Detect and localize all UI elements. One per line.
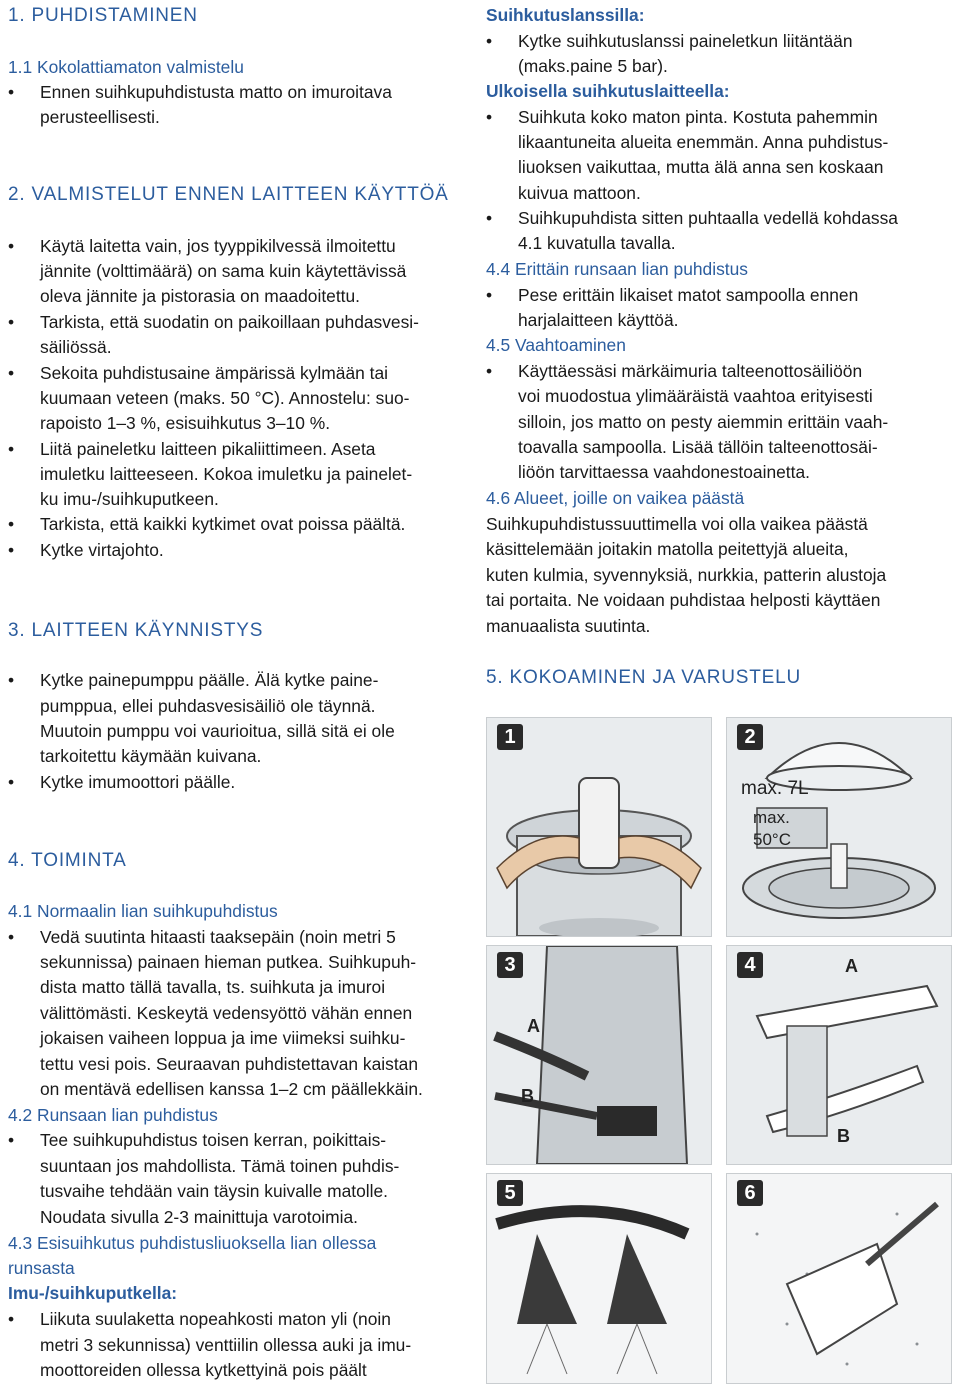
heading-ulkoisella: Ulkoisella suihkutuslaitteella: — [486, 81, 730, 101]
subsection-title-4-2: 4.2 Runsaan lian puhdistus — [8, 1105, 218, 1125]
text-line: Kytke imumoottori päälle. — [40, 772, 236, 792]
text-line: Ennen suihkupuhdistusta matto on imuroitava — [40, 82, 392, 102]
text-line: Suihkupuhdistussuuttimella voi olla vaikea päästä — [486, 514, 868, 534]
text-line: on mentävä edellisen kanssa 1–2 cm päällekkäin. — [40, 1079, 423, 1099]
text-line: toavalla sampoolla. Lisää tällöin talteenottosäi- — [518, 437, 878, 457]
figure-1 — [486, 717, 712, 937]
text-line: Liikuta suulaketta nopeahkosti maton yli (noin — [40, 1309, 391, 1329]
figure-2 — [726, 717, 952, 937]
text-line: Kytke painepumppu päälle. Älä kytke paine- — [40, 670, 379, 690]
connector-label-a: A — [527, 1016, 540, 1036]
text-line: säiliössä. — [40, 337, 112, 357]
figure-4 — [726, 945, 952, 1165]
figure-6 — [726, 1173, 952, 1384]
text-line: (maks.paine 5 bar). — [518, 56, 668, 76]
figure-number-badge: 2 — [737, 724, 763, 750]
text-line: oleva jännite ja pistorasia on maadoitettu. — [40, 286, 360, 306]
figure-number-badge: 1 — [497, 724, 523, 750]
text-line: moottoreiden ollessa kytkettyinä pois päält — [40, 1360, 367, 1380]
figure-5 — [486, 1173, 712, 1384]
text-line: liuoksen vaikuttaa, mutta älä anna sen koskaan — [518, 157, 884, 177]
section-title-cleaning: 1. PUHDISTAMINEN — [8, 5, 198, 26]
max-temp-value: 50°C — [753, 830, 791, 849]
section-title-operation: 4. TOIMINTA — [8, 850, 127, 871]
text-line: Kytke suihkutuslanssi paineletkun liitäntään — [518, 31, 853, 51]
text-line: rapoisto 1–3 %, esisuihkutus 3–10 %. — [40, 413, 331, 433]
text-line: tettu vesi pois. Seuraavan puhdistettavan kaistan — [40, 1054, 419, 1074]
text-line: Noudata sivulla 2-3 mainittuja varotoimia. — [40, 1207, 359, 1227]
heading-suihkutuslanssilla: Suihkutuslanssilla: — [486, 5, 645, 25]
text-line: Vedä suutinta hitaasti taaksepäin (noin metri 5 — [40, 927, 396, 947]
max-volume-label: max. 7L — [741, 778, 809, 799]
subsection-title-4-5: 4.5 Vaahtoaminen — [486, 335, 626, 355]
figure-3 — [486, 945, 712, 1165]
text-line: 4.1 kuvatulla tavalla. — [518, 233, 676, 253]
subsection-title-4-3: 4.3 Esisuihkutus puhdistusliuoksella lian ollessa — [8, 1233, 377, 1253]
text-line: tusvaihe tehdään vain täysin kuivalle matolle. — [40, 1181, 389, 1201]
text-line: imuletku laitteeseen. Kokoa imuletku ja painelet- — [40, 464, 413, 484]
text-line: Käytä laitetta vain, jos tyyppikilvessä ilmoitettu — [40, 236, 396, 256]
text-line: perusteellisesti. — [40, 107, 160, 127]
section-title-preparation: 2. VALMISTELUT ENNEN LAITTEEN KÄYTTÖÄ — [8, 184, 449, 205]
text-line: käsittelemään joitakin matolla peitettyjä alueita, — [486, 539, 849, 559]
text-line: Pese erittäin likaiset matot sampoolla ennen — [518, 285, 859, 305]
figure-1-illustration — [487, 718, 711, 936]
text-line: Sekoita puhdistusaine ämpärissä kylmään tai — [40, 363, 388, 383]
max-temp-label: max. — [753, 808, 790, 827]
subsection-title-4-3-cont: runsasta — [8, 1258, 75, 1278]
text-line: kuten kulmia, syvennyksiä, nurkkia, patterin alustoja — [486, 565, 887, 585]
text-line: tai portaita. Ne voidaan puhdistaa helposti käyttäen — [486, 590, 881, 610]
connector-label-b: B — [837, 1126, 850, 1146]
text-line: kuumaan veteen (maks. 50 °C). Annostelu: suo- — [40, 388, 410, 408]
text-line: liöön tarvittaessa vaahdonestoainetta. — [518, 462, 810, 482]
text-line: tarkoitettu käymään kuivana. — [40, 746, 262, 766]
subsection-title-4-1: 4.1 Normaalin lian suihkupuhdistus — [8, 901, 278, 921]
text-line: välittömästi. Keskeytä vedensyöttö vähän ennen — [40, 1003, 413, 1023]
section-title-assembly: 5. KOKOAMINEN JA VARUSTELU — [486, 667, 802, 688]
section-title-startup: 3. LAITTEEN KÄYNNISTYS — [8, 620, 264, 641]
text-line: Tarkista, että suodatin on paikoillaan puhdasvesi- — [40, 312, 419, 332]
text-line: sekunnissa) painaen hieman putkea. Suihkupuh- — [40, 952, 417, 972]
text-line: Suihkupuhdista sitten puhtaalla vedellä kohdassa — [518, 208, 898, 228]
subsection-title-4-4: 4.4 Erittäin runsaan lian puhdistus — [486, 259, 748, 279]
text-line: silloin, jos matto on pesty aiemmin erittäin vaah- — [518, 412, 889, 432]
text-line: jokaisen vaiheen loppua ja ime viimeksi suihku- — [40, 1028, 406, 1048]
text-line: kuivua mattoon. — [518, 183, 641, 203]
text-line: Muutoin pumppu voi vaurioitua, sillä sitä ei ole — [40, 721, 395, 741]
text-line: Tee suihkupuhdistus toisen kerran, poikittais- — [40, 1130, 387, 1150]
text-line: Kytke virtajohto. — [40, 540, 164, 560]
text-line: Käyttäessäsi märkäimuria talteenottosäiliöön — [518, 361, 863, 381]
figure-number-badge: 6 — [737, 1180, 763, 1206]
figure-number-badge: 4 — [737, 952, 763, 978]
subsection-title-4-6: 4.6 Alueet, joille on vaikea päästä — [486, 488, 745, 508]
figure-number-badge: 5 — [497, 1180, 523, 1206]
text-line: pumppua, ellei puhdasvesisäiliö ole täynnä. — [40, 696, 376, 716]
text-line: Liitä paineletku laitteen pikaliittimeen. Aseta — [40, 439, 376, 459]
text-line: metri 3 sekunnissa) venttiilin ollessa auki ja imu- — [40, 1335, 412, 1355]
text-line: suuntaan jos mahdollista. Tämä toinen puhdis- — [40, 1156, 400, 1176]
assembly-figures — [486, 717, 952, 1382]
text-line: harjalaitteen käyttöä. — [518, 310, 679, 330]
heading-imu-suihkuputkella: Imu-/suihkuputkella: — [8, 1283, 178, 1303]
text-line: Tarkista, että kaikki kytkimet ovat poissa päältä. — [40, 514, 406, 534]
connector-label-b: B — [521, 1086, 534, 1106]
text-line: voi muodostua ylimääräistä vaahtoa erityisesti — [518, 386, 873, 406]
text-line: Suihkuta koko maton pinta. Kostuta pahemmin — [518, 107, 878, 127]
text-line: jännite (volttimäärä) on sama kuin käytettävissä — [40, 261, 407, 281]
text-line: ku imu-/suihkuputkeen. — [40, 489, 219, 509]
figure-3-illustration — [487, 946, 711, 1164]
text-line: dista matto tällä tavalla, ts. suihkuta ja imuroi — [40, 977, 386, 997]
subsection-title-1-1: 1.1 Kokolattiamaton valmistelu — [8, 57, 244, 77]
text-line: likaantuneita alueita enemmän. Anna puhdistus- — [518, 132, 889, 152]
figure-number-badge: 3 — [497, 952, 523, 978]
text-line: manuaalista suutinta. — [486, 616, 651, 636]
connector-label-a: A — [845, 956, 858, 976]
